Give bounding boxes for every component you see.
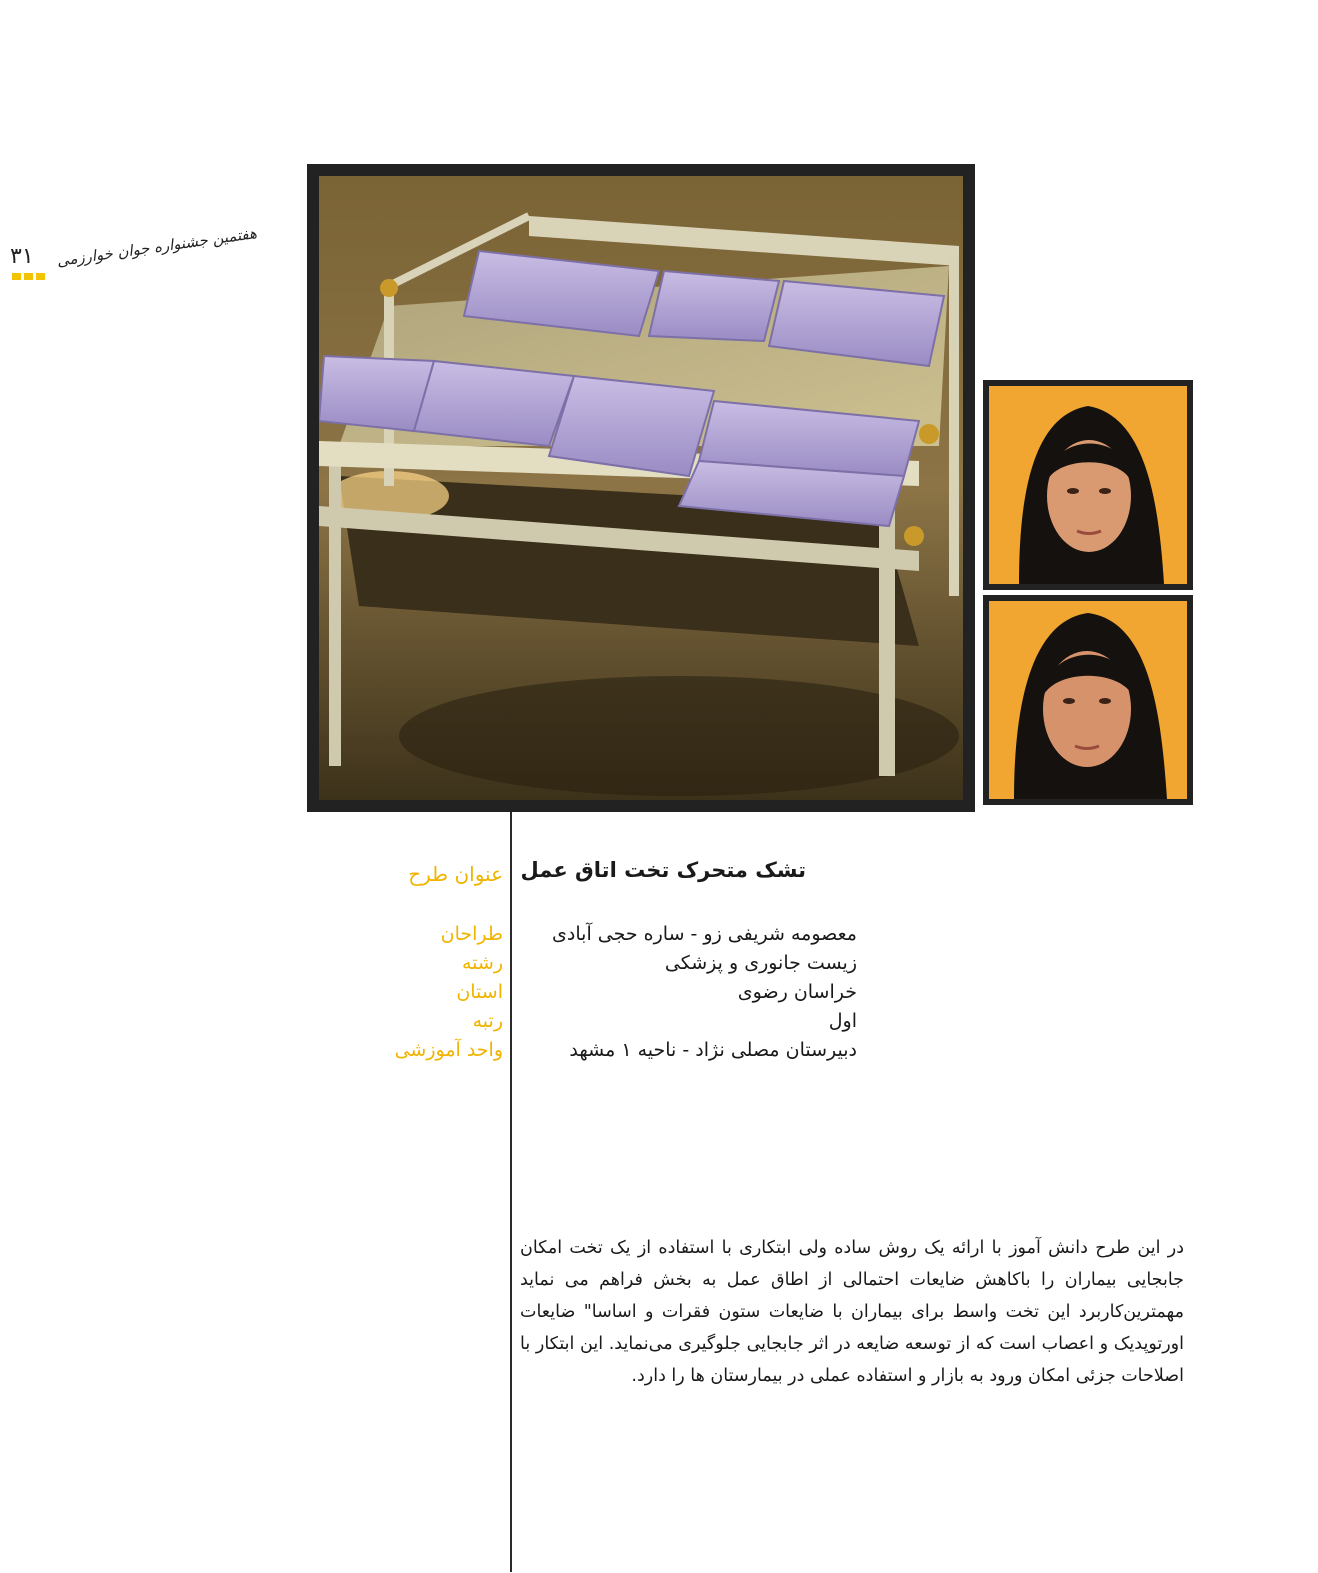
page-number: ۳۱ bbox=[10, 244, 34, 269]
festival-logo-text: هفتمین جشنواره جوان خوارزمی bbox=[55, 224, 258, 270]
portrait-frame-1 bbox=[983, 380, 1193, 590]
portrait-2 bbox=[989, 601, 1187, 799]
field-value-rank: اول bbox=[828, 1010, 857, 1032]
field-label-province: استان bbox=[456, 981, 503, 1003]
page-number-dots bbox=[12, 273, 45, 280]
field-label-major: رشته bbox=[461, 952, 503, 974]
person-portrait-icon bbox=[989, 601, 1187, 799]
field-value-designers: معصومه شریفی زو - ساره حجی آبادی bbox=[552, 923, 857, 945]
bed-illustration bbox=[319, 176, 963, 800]
field-label-school: واحد آموزشی bbox=[394, 1039, 503, 1061]
project-title: تشک متحرک تخت اتاق عمل bbox=[520, 858, 806, 882]
project-description: در این طرح دانش آموز با ارائه یک روش ساده ولی ابتکاری با استفاده از یک تخت امکان جابجایی بیماران را باکاهش ضایعات احتمالی از اطاق عمل به بخش فراهم می نماید مهمترین‌کاربرد این تخت واسط برای بیماران با ضایعات ستون فقرات و اساسا" ضایعات اورتوپدیک و اعصاب است که از توسعه ضایعه در اثر جابجایی جلوگیری می‌نماید. این ابتکار با اصلاحات جزئی امکان ورود به بازار و استفاده عملی در بیمارستان ها را دارد. bbox=[520, 1238, 1184, 1386]
field-value-school: دبیرستان مصلی نژاد - ناحیه ۱ مشهد bbox=[569, 1039, 857, 1061]
field-value-major: زیست جانوری و پزشکی bbox=[664, 952, 857, 974]
field-label-rank: رتبه bbox=[472, 1010, 503, 1032]
field-labels bbox=[395, 920, 503, 1065]
bed-photo bbox=[319, 176, 963, 800]
portrait-frame-2 bbox=[983, 595, 1193, 805]
person-portrait-icon bbox=[989, 386, 1187, 584]
field-value-province: خراسان رضوی bbox=[737, 981, 857, 1003]
field-values bbox=[552, 920, 857, 1065]
title-label: عنوان طرح bbox=[408, 862, 503, 886]
vertical-divider bbox=[510, 812, 512, 1572]
main-photo-frame bbox=[307, 164, 975, 812]
portrait-1 bbox=[989, 386, 1187, 584]
field-label-designers: طراحان bbox=[440, 923, 503, 945]
